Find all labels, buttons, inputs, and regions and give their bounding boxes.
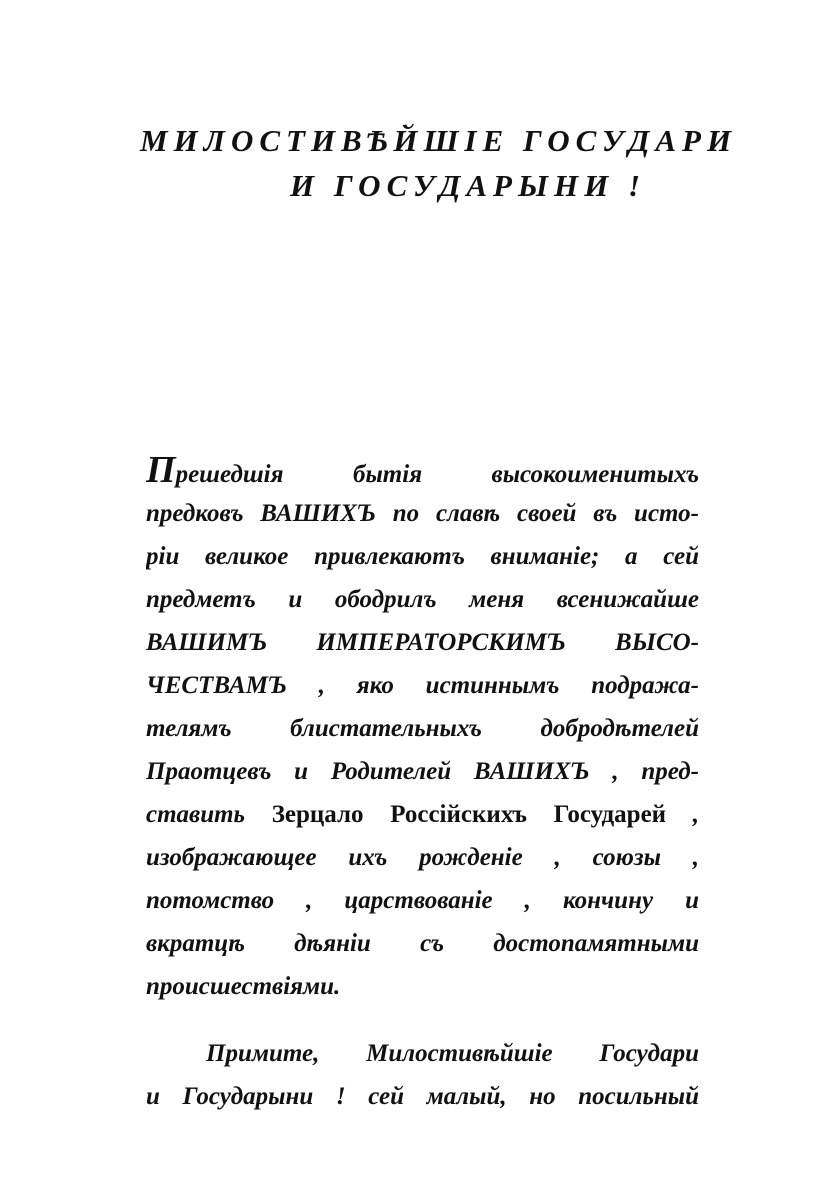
text-line: происшествіями. [146, 973, 341, 1000]
text-segment-italic: ставить [146, 801, 245, 828]
body-text [146, 449, 699, 1118]
text-line: предковъ ВАШИХЪ по славѣ своей въ исто- [146, 500, 699, 527]
text-line: Примите, Милостивѣйшіе Государи [206, 1040, 699, 1067]
text-line: Праотцевъ и Родителей ВАШИХЪ , пред- [146, 758, 699, 785]
heading-line-1: МИЛОСТИВѢЙШІЕ ГОСУДАРИ [140, 123, 738, 158]
text-segment-italic: , [692, 801, 699, 828]
text-line: предметъ и ободрилъ меня всенижайше [146, 586, 699, 613]
text-line: Прешедшія бытія высокоименитыхъ [146, 449, 699, 491]
text-line: ріи великое привлекаютъ вниманіе; а сей [146, 543, 699, 570]
heading-line-2: И ГОСУДАРЫНИ ! [290, 168, 647, 203]
text-line-mixed [146, 793, 699, 836]
text-segment-roman: Зерцало Россійскихъ Государей [271, 801, 667, 828]
paragraph-2 [146, 1032, 699, 1118]
text-line: вкратцѣ дѣяніи съ достопамятными [146, 930, 699, 957]
text-line: потомство , царствованіе , кончину и [146, 887, 699, 914]
text-line: изображающее ихъ рожденіе , союзы , [146, 844, 699, 871]
text-line: и Государыни ! сей малый, но посильный [146, 1083, 699, 1110]
text-line: ЧЕСТВАМЪ , яко истиннымъ подража- [146, 672, 699, 699]
paragraph-1 [146, 449, 699, 1008]
text-line: телямъ блистательныхъ добродѣтелей [146, 715, 699, 742]
text-line: ВАШИМЪ ИМПЕРАТОРСКИМЪ ВЫСО- [146, 629, 699, 656]
